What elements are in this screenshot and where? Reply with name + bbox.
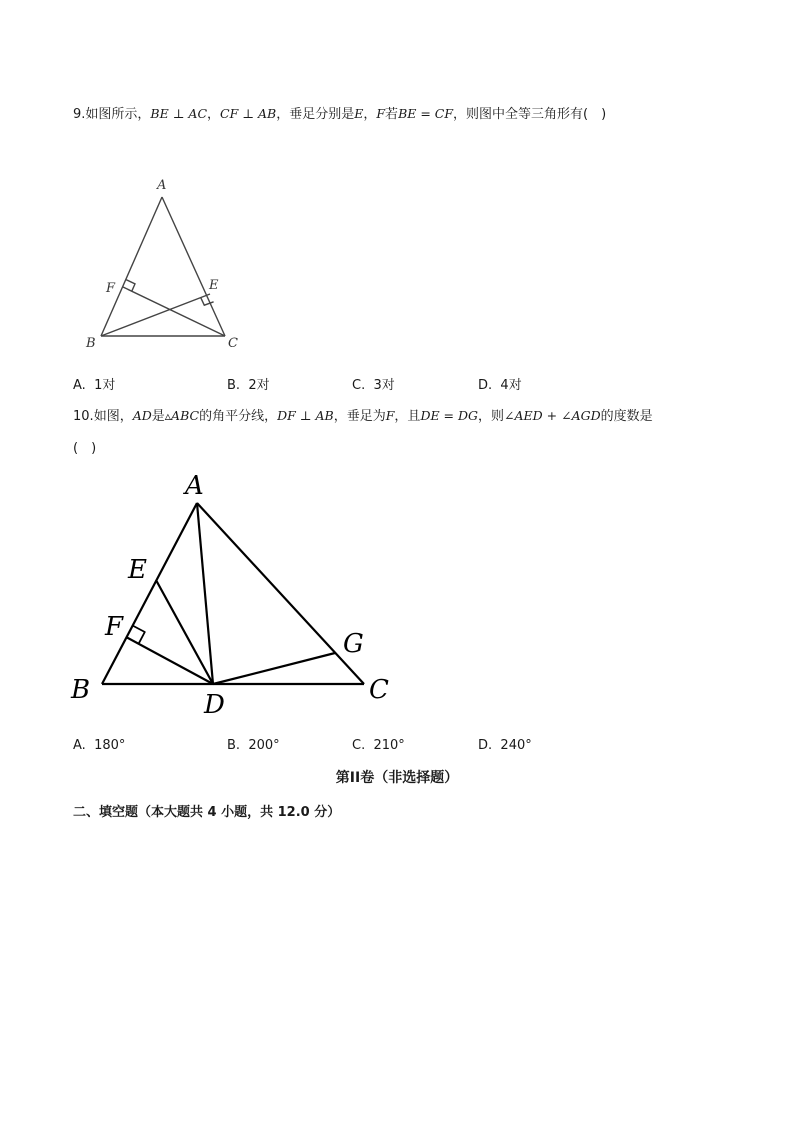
q9-option-d[interactable]: [478, 374, 522, 393]
q10-text-3: 的角平分线，: [199, 409, 278, 424]
q9-text-2: ，: [207, 107, 221, 122]
q10-option-a[interactable]: [73, 738, 125, 753]
q9-math-4: F: [376, 106, 386, 121]
q10-number: 10.: [73, 409, 94, 424]
q10-label-b: B: [71, 675, 91, 705]
q10-text-2: 是: [151, 409, 165, 424]
q10-option-b[interactable]: [227, 738, 280, 753]
q9-math-1: BE ⊥ AC: [150, 106, 208, 121]
q9-math-2: CF ⊥ AB: [220, 106, 277, 121]
q9-option-b-text: 2对: [248, 378, 270, 393]
q9-text-5: 若: [385, 107, 399, 122]
q9-stem: [73, 103, 606, 122]
q9-math-5: BE = CF: [398, 106, 454, 121]
q10-label-g: G: [343, 629, 364, 659]
q9-text-4: ，: [363, 107, 377, 122]
q10-math-2: ▵ABC: [164, 408, 200, 423]
q10-option-d[interactable]: [478, 738, 532, 753]
q10-label-c: C: [369, 675, 389, 705]
q10-segment-ad: [197, 503, 213, 684]
q9-side-ab: [101, 197, 162, 336]
section-subtitle: 二、填空题（本大题共 4 小题，共 12.0 分）: [73, 805, 341, 820]
q10-segment-dg: [213, 653, 335, 684]
q10-option-a-text: 180°: [94, 738, 126, 753]
q10-label-e: E: [128, 555, 147, 585]
q10-option-c-text: 210°: [373, 738, 405, 753]
q10-math-5: DE = DG: [420, 408, 479, 423]
q9-number: 9.: [73, 107, 86, 122]
q10-segment-df: [126, 637, 213, 684]
q10-right-angle-f: [133, 626, 145, 645]
q10-math-4: F: [385, 408, 395, 423]
q9-option-c-text: 3对: [373, 378, 395, 393]
q10-text-5: ，且: [394, 409, 421, 424]
q10-math-6: ∠AED + ∠AGD: [504, 408, 601, 423]
q9-segment-be: [101, 294, 210, 336]
q9-option-d-text: 4对: [500, 378, 522, 393]
q9-option-d-letter: D.: [478, 378, 493, 393]
q9-right-angle-f: [126, 280, 135, 292]
q10-side-ac: [197, 503, 364, 684]
q9-option-a-text: 1对: [94, 378, 116, 393]
q9-label-e: E: [209, 278, 219, 293]
q10-option-d-letter: D.: [478, 738, 493, 753]
section-title: 第II卷（非选择题）: [335, 770, 459, 786]
q10-text-6: ，则: [478, 409, 505, 424]
q9-text-3: ，垂足分别是: [276, 107, 355, 122]
q9-label-a: A: [157, 178, 167, 193]
q9-math-3: E: [354, 106, 364, 121]
q10-side-ab: [102, 503, 197, 684]
q10-stem: [73, 405, 653, 424]
q10-label-f: F: [105, 612, 124, 642]
q9-option-b-letter: B.: [227, 378, 241, 393]
q9-segment-cf: [123, 287, 225, 336]
q9-side-ac: [162, 197, 225, 336]
q10-text-1: 如图，: [93, 409, 133, 424]
q10-answer-bracket: ( ): [73, 441, 97, 456]
q10-option-a-letter: A.: [73, 738, 86, 753]
q10-math-3: DF ⊥ AB: [277, 408, 334, 423]
q9-option-c-letter: C.: [352, 378, 366, 393]
q9-label-f: F: [106, 281, 116, 296]
q9-option-a[interactable]: [73, 374, 115, 393]
q10-label-d: D: [204, 690, 225, 720]
q9-right-angle-e: [201, 298, 214, 306]
q10-text-7: 的度数是: [600, 409, 653, 424]
q10-math-1: AD: [132, 408, 152, 423]
q10-option-d-text: 240°: [500, 738, 532, 753]
q9-text-1: 如图所示，: [85, 107, 151, 122]
q10-label-a: A: [185, 471, 204, 501]
q10-segment-de: [156, 580, 213, 684]
q9-option-a-letter: A.: [73, 378, 86, 393]
q9-option-b[interactable]: [227, 374, 270, 393]
q9-label-c: C: [228, 336, 238, 351]
q10-option-c-letter: C.: [352, 738, 366, 753]
q9-text-6: ，则图中全等三角形有( ): [453, 107, 607, 122]
q10-option-b-letter: B.: [227, 738, 241, 753]
q10-text-4: ，垂足为: [333, 409, 386, 424]
q9-option-c[interactable]: [352, 374, 395, 393]
q10-option-c[interactable]: [352, 738, 405, 753]
q10-option-b-text: 200°: [248, 738, 280, 753]
q9-label-b: B: [86, 336, 96, 351]
